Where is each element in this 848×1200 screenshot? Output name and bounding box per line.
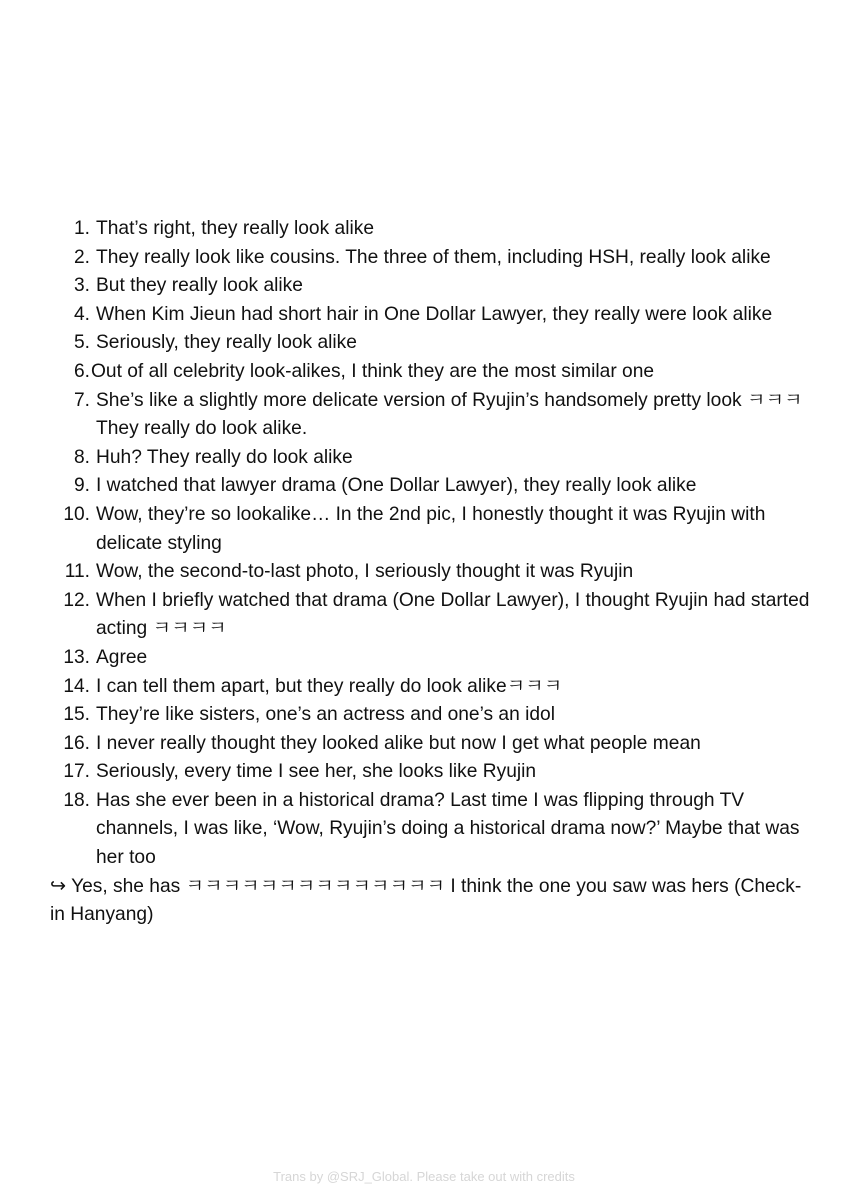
item-text: Out of all celebrity look-alikes, I think they are the most similar one <box>91 360 655 382</box>
list-item <box>50 501 810 558</box>
item-text: I can tell them apart, but they really do look alikeㅋㅋㅋ <box>96 675 563 697</box>
list-item <box>50 587 810 644</box>
item-text: Seriously, every time I see her, she looks like Ryujin <box>96 761 537 783</box>
item-number: 7. <box>73 389 90 411</box>
item-number: 9. <box>73 475 90 497</box>
item-number: 13. <box>63 646 90 668</box>
list-item <box>50 558 810 587</box>
list-item <box>50 472 810 501</box>
item-text: I watched that lawyer drama (One Dollar Lawyer), they really look alike <box>96 475 697 497</box>
item-number: 18. <box>63 789 90 811</box>
item-number: 14. <box>63 675 90 697</box>
list-item <box>50 644 810 673</box>
list-item <box>50 358 810 387</box>
reply-text: Yes, she has ㅋㅋㅋㅋㅋㅋㅋㅋㅋㅋㅋㅋㅋㅋ I think the one you saw was hers (Check-in Hanyang) <box>50 875 802 926</box>
list-item <box>50 730 810 759</box>
item-text: She’s like a slightly more delicate version of Ryujin’s handsomely pretty look ㅋㅋㅋ They really do look alike. <box>96 389 803 440</box>
item-number: 10. <box>63 503 90 525</box>
item-number: 3. <box>73 275 90 297</box>
item-number: 4. <box>73 303 90 325</box>
item-text: Wow, the second-to-last photo, I seriously thought it was Ryujin <box>96 561 634 583</box>
item-number: 15. <box>63 704 90 726</box>
translation-credit: Trans by @SRJ_Global. Please take out with credits <box>273 1169 575 1184</box>
item-number: 16. <box>63 732 90 754</box>
list-item <box>50 301 810 330</box>
list-item <box>50 215 810 244</box>
list-item <box>50 787 810 873</box>
reply-comment <box>50 873 810 930</box>
item-number: 17. <box>63 761 90 783</box>
list-item <box>50 701 810 730</box>
item-text: Wow, they’re so lookalike… In the 2nd pic, I honestly thought it was Ryujin with delicate styling <box>96 503 766 554</box>
comment-list <box>50 215 810 930</box>
item-text: But they really look alike <box>96 275 303 297</box>
item-number: 5. <box>73 332 90 354</box>
item-text: When Kim Jieun had short hair in One Dollar Lawyer, they really were look alike <box>96 303 773 325</box>
item-text: Has she ever been in a historical drama? Last time I was flipping through TV channels, I was like, ‘Wow, Ryujin’s doing a historical drama now?’ Maybe that was her too <box>96 789 800 869</box>
reply-arrow-icon: ↪ <box>50 875 67 897</box>
item-text: I never really thought they looked alike but now I get what people mean <box>96 732 701 754</box>
item-text: They’re like sisters, one’s an actress and one’s an idol <box>96 704 555 726</box>
item-text: Huh? They really do look alike <box>96 446 353 468</box>
list-item <box>50 758 810 787</box>
item-number: 11. <box>64 561 90 583</box>
item-text: That’s right, they really look alike <box>96 218 374 239</box>
item-text: Seriously, they really look alike <box>96 332 357 354</box>
item-number: 1. <box>73 218 90 239</box>
item-number: 6. <box>73 360 90 382</box>
item-text: Agree <box>96 646 148 668</box>
list-item <box>50 329 810 358</box>
item-number: 8. <box>73 446 90 468</box>
item-text: When I briefly watched that drama (One Dollar Lawyer), I thought Ryujin had started acting ㅋㅋㅋㅋ <box>96 589 810 640</box>
list-item <box>50 244 810 273</box>
list-item <box>50 272 810 301</box>
list-item <box>50 387 810 444</box>
list-item <box>50 673 810 702</box>
list-item <box>50 444 810 473</box>
item-number: 2. <box>73 246 90 268</box>
item-text: They really look like cousins. The three of them, including HSH, really look alike <box>96 246 771 268</box>
item-number: 12. <box>63 589 90 611</box>
